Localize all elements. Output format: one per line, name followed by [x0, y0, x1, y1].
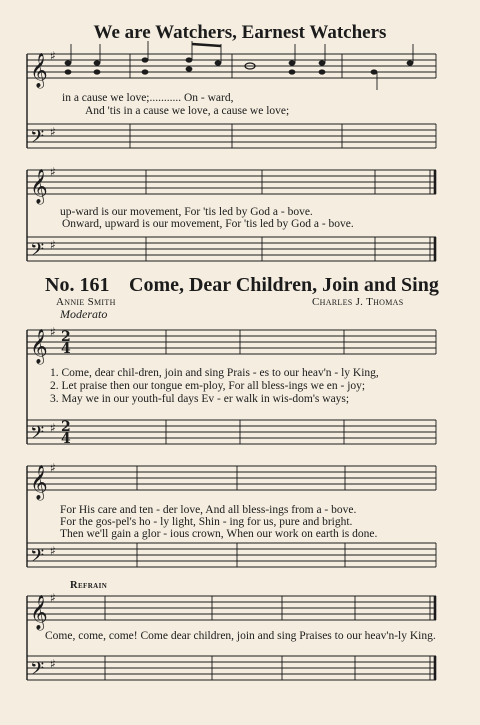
svg-text:♯: ♯ [50, 165, 56, 179]
svg-text:♯: ♯ [50, 544, 56, 558]
lyric-line-verse: up-ward is our movement, For 'tis led by God a - bove. [60, 206, 313, 218]
bass-clef-icon: 𝄢 [30, 127, 45, 152]
lyric-line-alto: And 'tis in a cause we love, a cause we love; [85, 105, 290, 117]
composer-credit: Charles J. Thomas [312, 296, 404, 308]
stanza-2-line: 2. Let praise then our tongue em-ploy, For all bless-ings we en - joy; [50, 380, 366, 392]
refrain-label: Refrain [70, 580, 108, 591]
treble-clef-icon: 𝄞 [30, 465, 48, 500]
svg-text:♯: ♯ [50, 238, 56, 252]
hymn-title-top: We are Watchers, Earnest Watchers [93, 22, 387, 43]
bass-clef-icon: 𝄢 [30, 546, 45, 571]
svg-text:♯: ♯ [50, 591, 56, 605]
lyric-line-alto: Onward, upward is our movement, For 'tis led by God a - bove. [62, 218, 354, 230]
stanza-1-line: 1. Come, dear chil-dren, join and sing Prais - es to our heav'n - ly King, [50, 367, 379, 379]
treble-clef-icon: 𝄞 [30, 595, 48, 630]
svg-text:♯: ♯ [50, 461, 56, 475]
bass-clef-icon: 𝄢 [30, 240, 45, 265]
svg-text:♯: ♯ [50, 49, 56, 63]
svg-text:2: 2 [61, 329, 71, 345]
svg-text:♯: ♯ [50, 125, 56, 139]
stems [71, 41, 413, 90]
svg-text:♯: ♯ [50, 657, 56, 671]
stanza-3-line: Then we'll gain a glor - ious crown, When our work on earth is done. [60, 528, 378, 540]
stanza-2-line: For the gos-pel's ho - ly light, Shin - ing for us, pure and bright. [60, 516, 353, 528]
stanza-3-line: 3. May we in our youth-ful days Ev - er walk in wis-dom's ways; [50, 393, 350, 405]
stanza-1-line: For His care and ten - der love, And all bless-ings from a - bove. [60, 504, 357, 516]
hymn-title: Come, Dear Children, Join and Sing [129, 274, 439, 296]
svg-text:♯: ♯ [50, 325, 56, 339]
tempo-marking: Moderato [60, 307, 108, 321]
svg-text:4: 4 [61, 341, 71, 357]
lyricist-credit: Annie Smith [56, 296, 116, 308]
lyric-line-verse: in a cause we love;........... On - ward, [62, 92, 234, 104]
treble-clef-icon: 𝄞 [30, 53, 48, 88]
hymn-number: No. 161 [45, 274, 110, 296]
treble-clef-icon: 𝄞 [30, 169, 48, 204]
bass-clef-icon: 𝄢 [30, 423, 45, 448]
svg-text:4: 4 [61, 431, 71, 447]
svg-text:♯: ♯ [50, 421, 56, 435]
svg-text:2: 2 [61, 419, 71, 435]
treble-clef-icon: 𝄞 [30, 329, 48, 364]
refrain-lyric: Come, come, come! Come dear children, join and sing Praises to our heav'n-ly King. [45, 630, 436, 642]
bass-clef-icon: 𝄢 [30, 659, 45, 684]
